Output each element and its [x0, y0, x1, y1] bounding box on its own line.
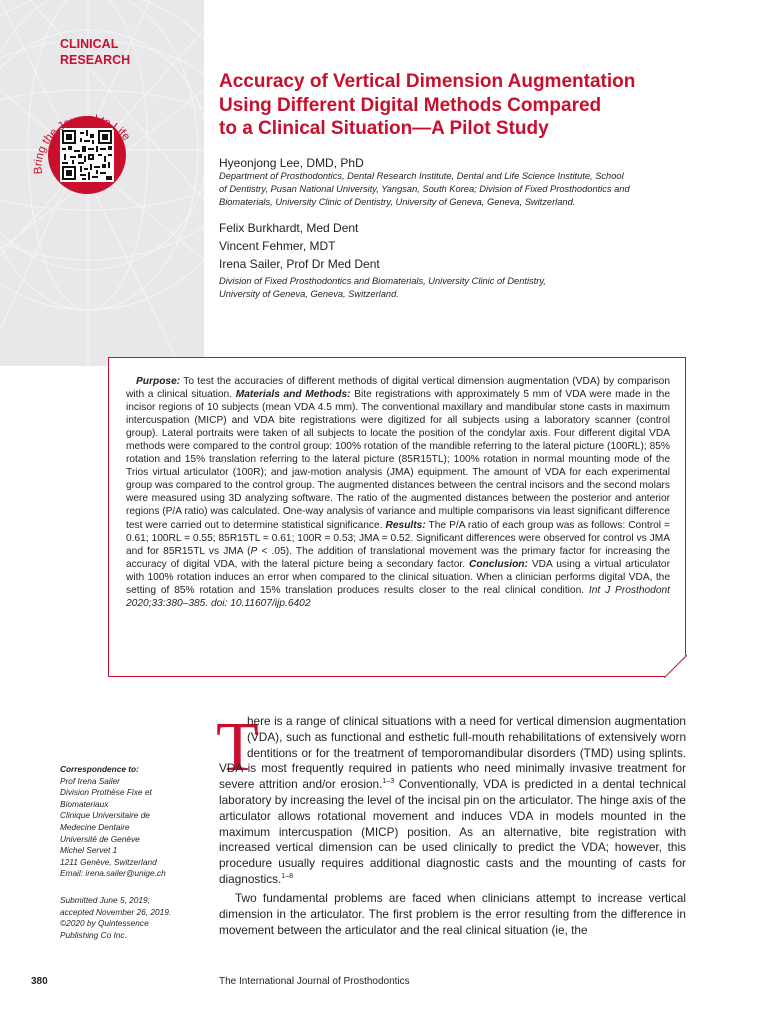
submitted-line: Submitted June 5, 2019;: [60, 895, 150, 905]
corner-cut-decoration: [663, 654, 687, 678]
journal-name: The International Journal of Prosthodontics: [219, 976, 410, 987]
badge-text: Bring the Journal to Life: [32, 113, 133, 175]
correspondence-line: Division Prothèse Fixe et: [60, 787, 152, 798]
abstract-purpose: To test the accuracies of different methods of digital vertical dimension augmentation (VDA) by comparison with a clinical situation.: [126, 376, 670, 401]
affiliation-2-line-1: Division of Fixed Prosthodontics and Biomaterials, University Clinic of Dentistry,: [219, 276, 546, 286]
title-line-2: Using Different Digital Methods Compared: [219, 94, 602, 116]
correspondence-line: Prof Irena Sailer: [60, 775, 120, 786]
abstract-citation: Int J Prosthodont 2020;33:380–385. doi: 10.11607/ijp.6402: [126, 584, 670, 609]
affiliation-1-line-2: of Dentistry, Pusan National University, Yangsan, South Korea; Division of Fixed Prosthodontics and: [219, 184, 630, 194]
correspondence-block: [60, 764, 200, 880]
svg-text:Bring the Journal to Life: [32, 113, 132, 174]
submission-dates: [60, 895, 200, 941]
affiliation-1: [219, 170, 689, 209]
affiliation-1-line-1: Department of Prosthodontics, Dental Research Institute, Dental and Life Science Institute, School: [219, 171, 624, 181]
submitted-line: accepted November 26, 2019.: [60, 906, 172, 917]
correspondence-line: Biomateriaux: [60, 798, 109, 809]
author-4: Irena Sailer, Prof Dr Med Dent: [219, 257, 380, 271]
copyright-line: ©2020 by Quintessence: [60, 918, 149, 929]
body-paragraph-1: [219, 714, 686, 888]
correspondence-line: Michel Servet 1: [60, 845, 118, 856]
correspondence-line: 1211 Genève, Switzerland: [60, 856, 157, 867]
page-number: 380: [31, 976, 48, 987]
affiliation-1-line-3: Biomaterials, University Clinic of Dentistry, University of Geneva, Geneva, Switzerland.: [219, 197, 576, 207]
correspondence-line: Université de Genève: [60, 833, 140, 844]
abstract-results-a: The P/A ratio of each group was as follows: Control = 0.61; 100RL = 0.55; 85R15TL = 0.61; 100R = 0.53; JMA = 0.52. Significant differences were observed for control vs JMA and for 85R15TL vs JMA (: [126, 519, 670, 557]
citation-sup-2: 1–8: [281, 873, 293, 881]
abstract-results-p: P: [250, 545, 258, 557]
correspondence-line: Clinique Universitaire de: [60, 810, 150, 821]
correspondence-heading: Correspondence to:: [60, 764, 139, 774]
body-p1-b: Conventionally, VDA is predicted in a dental technical laboratory by increasing the level of the incisal pin on the articulator. The hinge axis of the articulator allows rotational movement and induces VDA in models mounted in the maximum intercuspation (MICP) position. As an alternative, bite registration with increased vertical dimension can be used clinically to predict the VDA; however, this procedure usually requires additional diagnostic casts and the mounting of casts for diagnostics.: [219, 777, 686, 886]
section-label-line-1: CLINICAL: [60, 37, 119, 51]
abstract-purpose-label: Purpose:: [136, 376, 181, 387]
correspondence-email[interactable]: Email: irena.sailer@unige.ch: [60, 868, 166, 879]
body-p1-a: here is a range of clinical situations with a need for vertical dimension augmentation (VDA), such as functional and esthetic full-mouth rehabilitations of extensively worn dentitions or for the treatment of temporomandibular disorders (TMD) using splints. VDA is most frequently required in patients who need minimally invasive treatment for severe attrition and/or erosion.: [219, 714, 686, 792]
title-line-1: Accuracy of Vertical Dimension Augmentation: [219, 71, 636, 92]
abstract-conclusion-label: Conclusion:: [469, 558, 528, 570]
title-line-3: to a Clinical Situation—A Pilot Study: [219, 118, 549, 139]
bring-journal-to-life-badge[interactable]: [28, 96, 146, 214]
affiliation-2-line-2: University of Geneva, Geneva, Switzerland.: [219, 289, 399, 299]
abstract-methods: Bite registrations with approximately 5 mm of VDA were made in the incisor regions of 10 subjects (mean VDA 4.5 mm). The conventional maxillary and mandibular stone casts in maximum intercuspation (MICP) and VDA bite registrations were digitized for all subjects using a laboratory scanner (control group). Lateral portraits were taken of all subjects to locate the position of the condylar axis. Four different digital VDA methods were compared to the control group: 100% rotation of the mandible referring to the lateral picture (100RL); 85% rotation and 15% translation referring to the lateral picture (85R15TL); 100% rotation in normal mounting mode of the Trios virtual articulator (100R); and jaw-motion analysis (JMA) equipment. The amount of VDA for each experimental group was compared to the control group. The augmented distances between the central incisors and the second molars were measured using 3D analyzing software. The ratio of the augmented distances between the posterior and anterior regions (P/A ratio) was calculated. One-way analysis of variance and multiple comparisons via least significant difference test were carried out to determine statistical significance.: [126, 389, 671, 531]
author-2: Felix Burkhardt, Med Dent: [219, 221, 359, 235]
abstract-text: [126, 375, 670, 610]
body-paragraph-2: Two fundamental problems are faced when clinicians attempt to increase vertical dimension in the articulator. The first problem is the error resulting from the difference in movement between the articulator and the real clinical situation (ie, the: [219, 891, 686, 937]
drop-cap: T: [216, 709, 259, 786]
correspondence-line: Medecine Dentaire: [60, 821, 130, 832]
section-label-line-2: RESEARCH: [60, 53, 131, 67]
affiliation-2: [219, 275, 689, 301]
section-label: [60, 36, 200, 68]
citation-sup-1: 1–3: [382, 778, 395, 786]
copyright-line: Publishing Co Inc.: [60, 929, 127, 940]
abstract-conclusion: VDA using a virtual articulator with 100% rotation induces an error when compared to the clinical situation. When a clinician performs digital VDA, the setting of 85% rotation and 15% translation produces results closer to the real clinical condition.: [126, 558, 670, 596]
abstract-results-label: Results:: [385, 519, 426, 531]
abstract-results-b: < .05). The addition of translational movement was the primary factor for increasing the accuracy of digital VDA, with the lateral picture being a secondary factor.: [126, 545, 670, 570]
author-3: Vincent Fehmer, MDT: [219, 239, 336, 253]
author-1: Hyeonjong Lee, DMD, PhD: [219, 156, 364, 170]
abstract-methods-label: Materials and Methods:: [235, 389, 351, 401]
article-title: [219, 70, 739, 141]
badge-arc-text: [28, 96, 146, 214]
